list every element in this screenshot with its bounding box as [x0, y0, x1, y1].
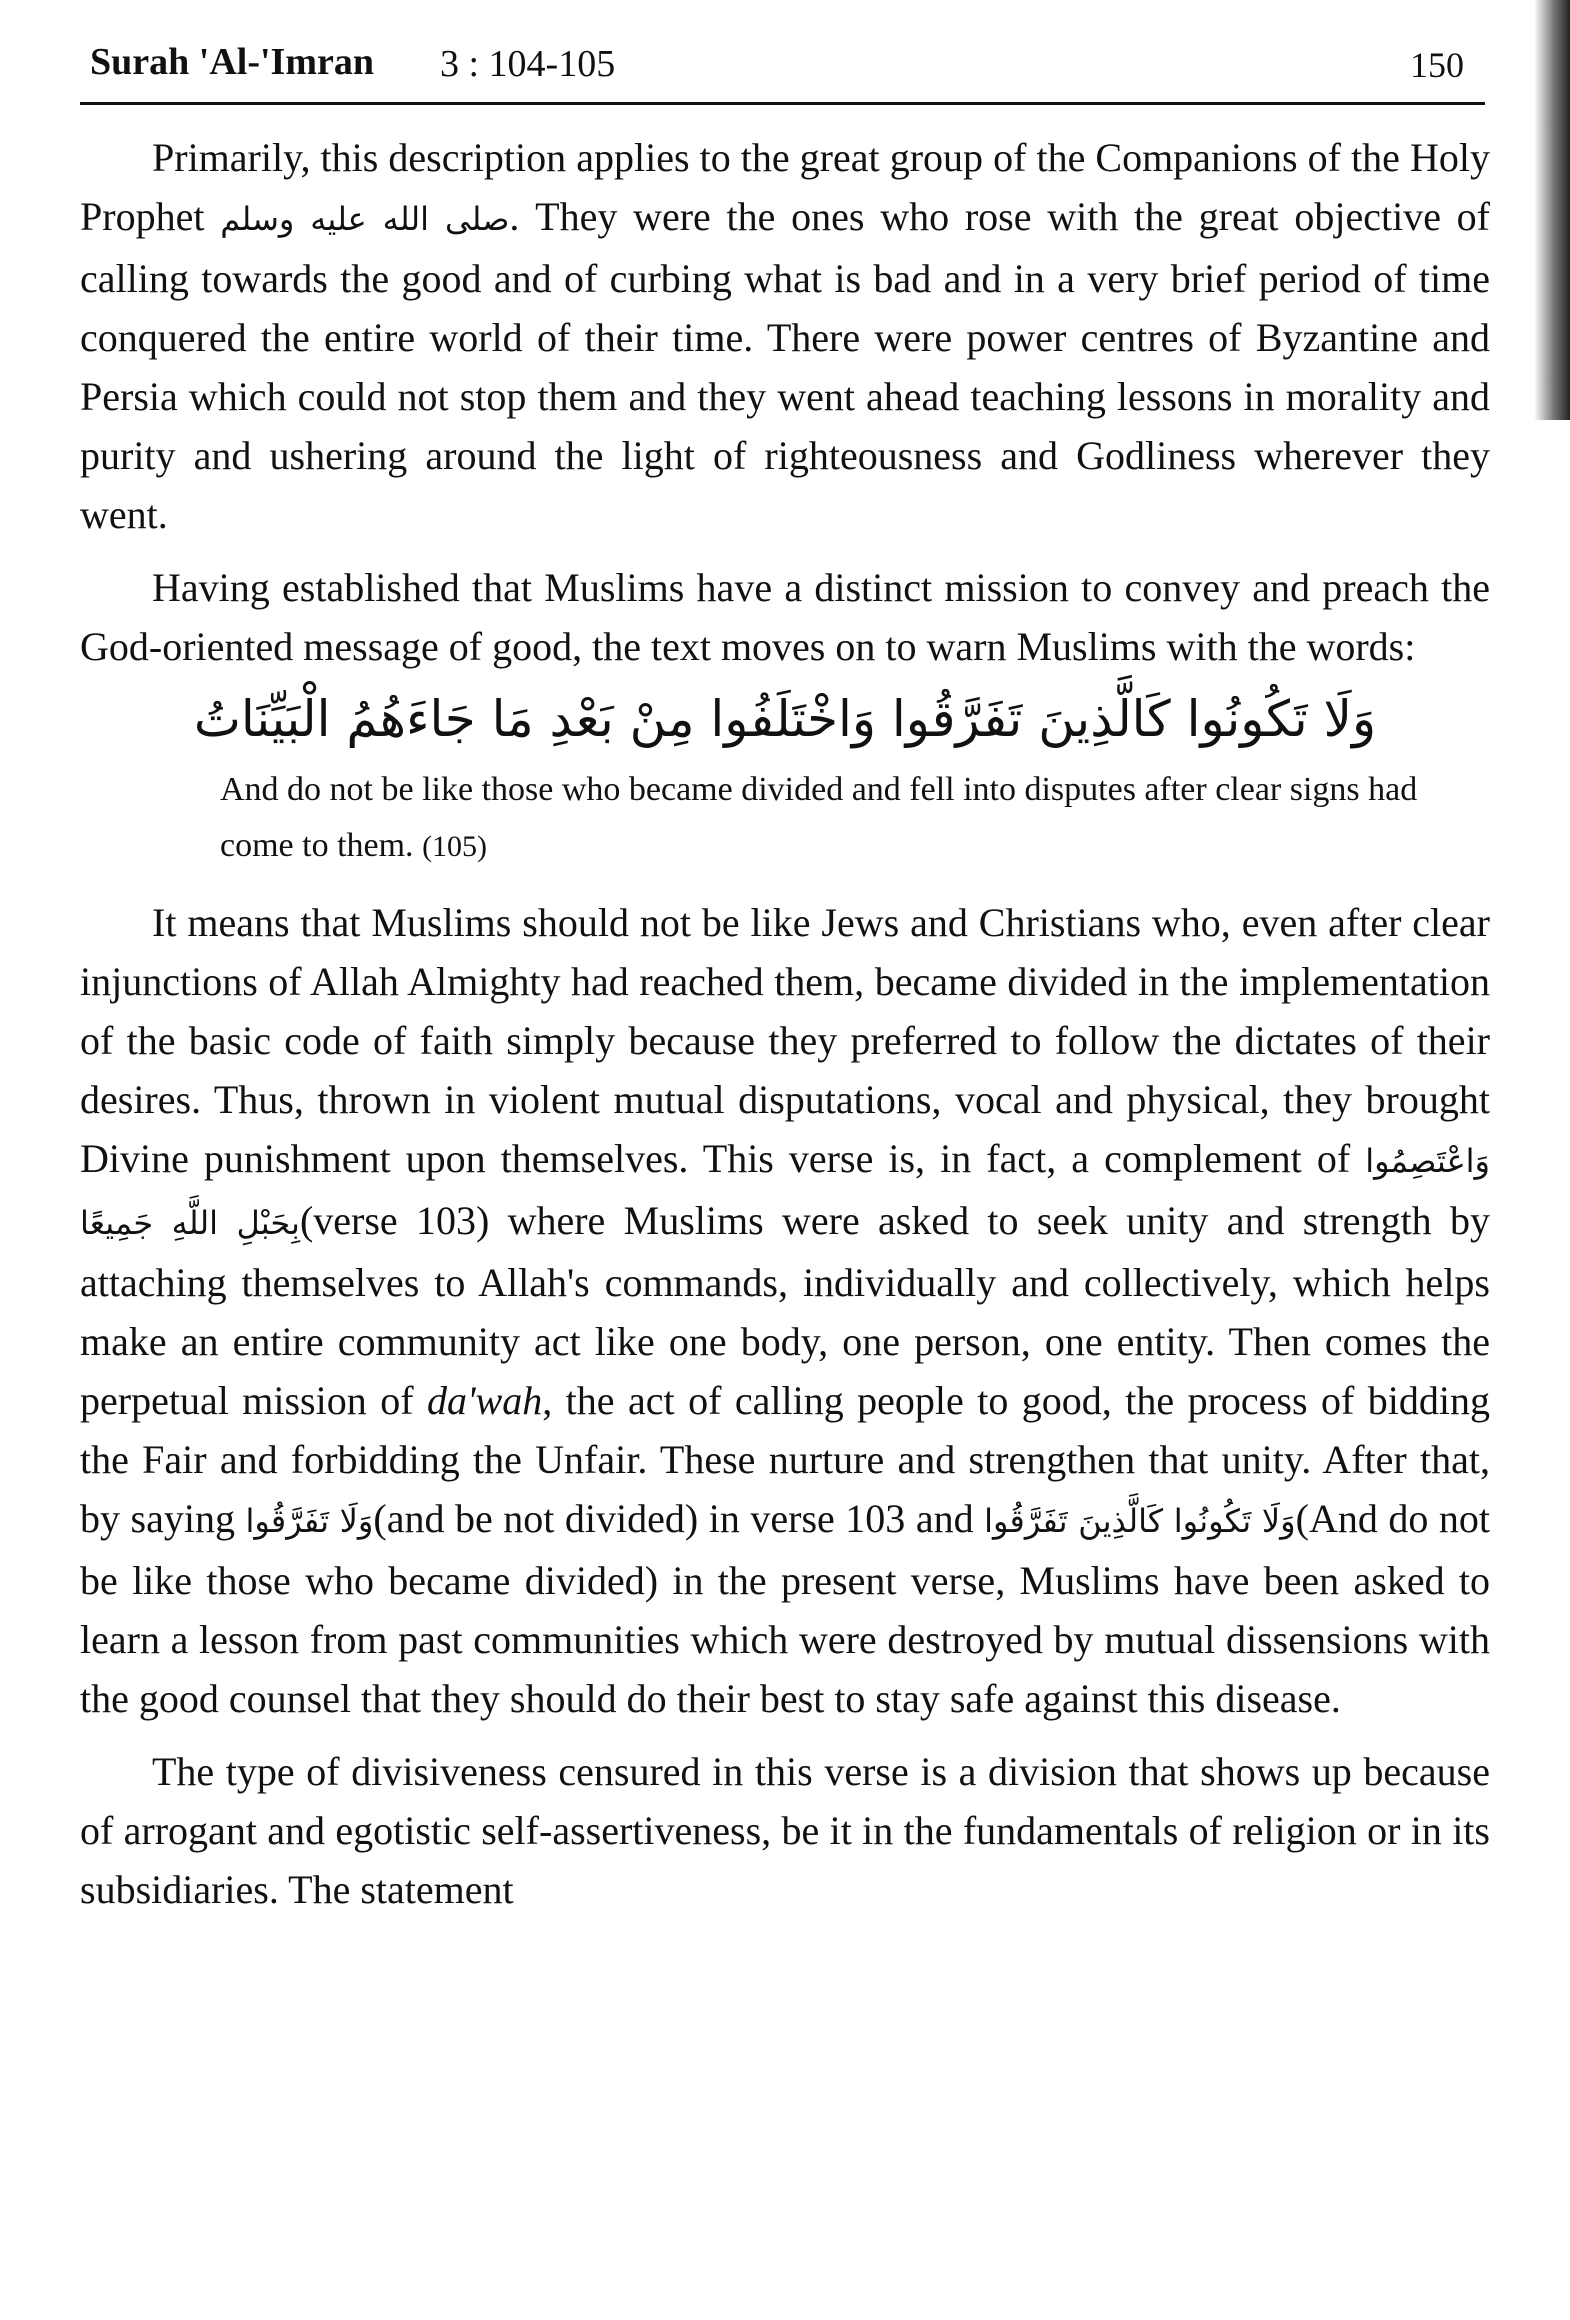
paragraph-text: (and be not divided) in verse 103 and: [373, 1496, 974, 1541]
honorific-arabic: صلى الله عليه وسلم: [220, 200, 510, 238]
paragraph-text: (And do not be like those who became divided) in the present verse, Muslims have been asked to learn a lesson from past communities which were destroyed by mutual dissensions with the good counsel that they should do their best to stay safe against this disease.: [80, 1496, 1491, 1721]
translation-text: And do not be like those who became divided and fell into disputes after clear signs had come to them.: [220, 771, 1418, 864]
page-body: [80, 128, 1490, 1919]
term-dawah: da'wah: [426, 1378, 543, 1423]
paragraph-companions: [80, 128, 1490, 544]
arabic-quote-be-not-divided: وَلَا تَفَرَّقُوا: [245, 1502, 374, 1540]
verse-number: (105): [422, 830, 488, 863]
arabic-quote-hold-fast: وَاعْتَصِمُوا بِحَبْلِ اللَّهِ جَمِيعًا: [80, 1142, 1490, 1242]
scan-shadow-edge: [1534, 0, 1570, 420]
paragraph-mission: Having established that Muslims have a distinct mission to convey and preach the God-oriented message of good, the text moves on to warn Muslims with the words:: [80, 565, 1490, 669]
surah-title: Surah 'Al-'Imran: [90, 41, 374, 83]
page-number: 150: [1410, 45, 1464, 85]
header-rule: [80, 102, 1485, 105]
paragraph-commentary: [80, 893, 1490, 1728]
verse-translation: [220, 762, 1450, 875]
paragraph-divisiveness: The type of divisiveness censured in this verse is a division that shows up because of arrogant and egotistic self-assertiveness, be it in the fundamentals of religion or in its subsidiaries. The statement: [80, 1749, 1490, 1912]
paragraph-text: It means that Muslims should not be like Jews and Christians who, even after clear injunctions of Allah Almighty had reached them, became divided in the implementation of the basic code of faith simply because they preferred to follow the dictates of their desires. Thus, thrown in violent mutual disputations, vocal and physical, they brought Divine punishment upon themselves. This verse is, in fact, a complement of: [80, 900, 1490, 1181]
paragraph-text: (verse 103) where Muslims were asked to seek unity and strength by attaching themselves to Allah's commands, individually and collectively, which helps make an entire community act like one body, one person, one entity. Then comes the perpetual mission of: [80, 1198, 1490, 1423]
paragraph-text: , the act of calling people to good, the process of bidding the Fair and forbidding the Unfair. These nurture and strengthen that unity. After that, by saying: [80, 1378, 1491, 1541]
verse-reference: 3 : 104-105: [440, 43, 616, 85]
arabic-quote-do-not-be-like: وَلَا تَكُونُوا كَالَّذِينَ تَفَرَّقُوا: [984, 1502, 1296, 1540]
running-header: [80, 40, 1480, 100]
paragraph-text: Primarily, this description applies to the great group of the Companions of the Holy Prophet: [80, 135, 1490, 239]
paragraph-text: . They were the ones who rose with the great objective of calling towards the good and of curbing what is bad and in a very brief period of time conquered the entire world of their time. There were power centres of Byzantine and Persia which could not stop them and they went ahead teaching lessons in morality and purity and ushering around the light of righteousness and Godliness wherever they went.: [80, 194, 1491, 537]
quran-verse-arabic: وَلَا تَكُونُوا كَالَّذِينَ تَفَرَّقُوا وَاخْتَلَفُوا مِنْ بَعْدِ مَا جَاءَهُمُ الْبَيِّنَاتُ: [193, 690, 1377, 748]
